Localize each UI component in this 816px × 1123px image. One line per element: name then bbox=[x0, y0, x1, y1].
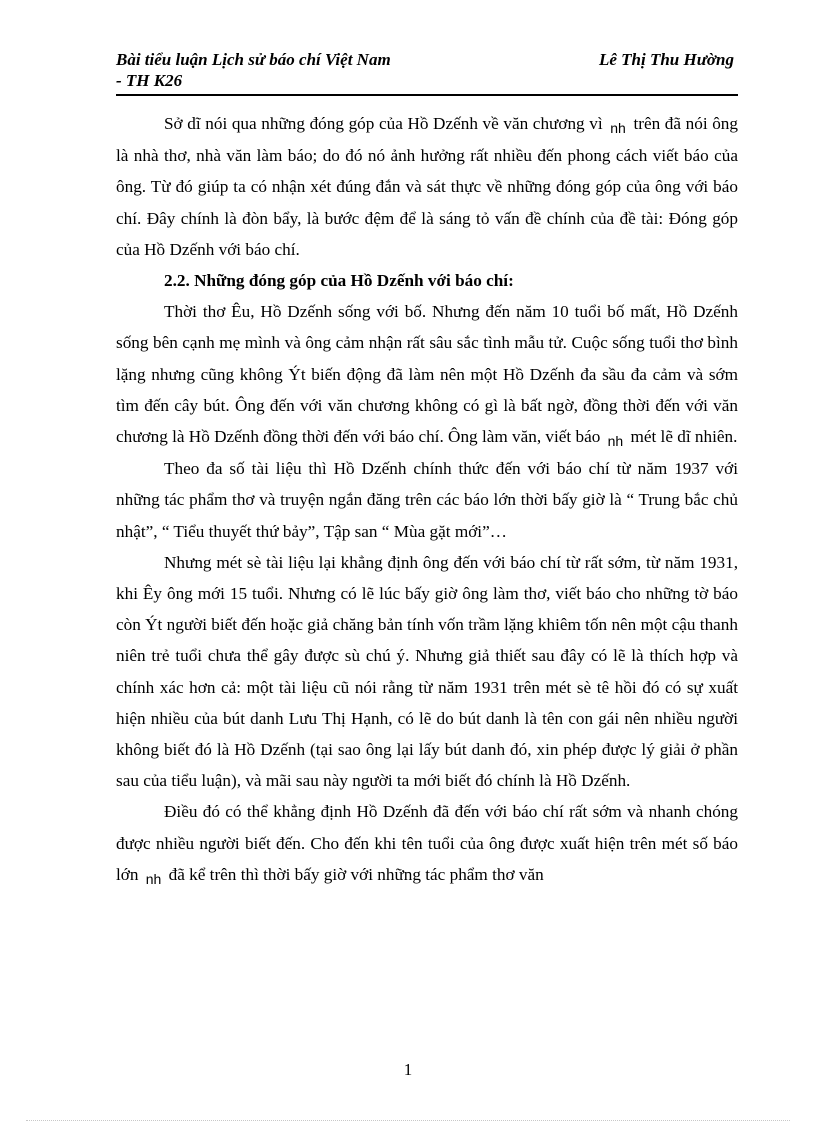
section-heading: 2.2. Những đóng góp của Hồ Dzếnh với báo chí: bbox=[164, 271, 514, 291]
footer-rule bbox=[26, 1120, 790, 1121]
paragraph-1 bbox=[116, 108, 738, 265]
header-rule bbox=[116, 94, 738, 96]
inline-nh: nh bbox=[607, 433, 624, 450]
paragraph-2-text-b: mét lẽ dĩ nhiên. bbox=[630, 427, 738, 447]
paragraph-4: Nhưng mét sè tài liệu lại khẳng định ông đến với báo chí từ rất sớm, từ năm 1931, khi Êy ông mới 15 tuổi. Nhưng có lẽ lúc bấy giờ ông làm thơ, viết báo cho những tờ báo còn Ýt người biết đến hoặc giả chăng bản tính vốn trầm lặng khiêm tốn nên một cậu thanh niên trẻ tuổi chưa thể gây được sù chú ý. Nhưng giả thiết sau đây có lẽ là thích hợp và chính xác hơn cả: một tài liệu cũ nói rằng từ năm 1931 trên mét sè tê hồi đó có sự xuất hiện nhiều của bút danh Lưu Thị Hạnh, có lẽ do bút danh là tên con gái nên nhiều người không biết đó là Hồ Dzếnh (tại sao ông lại lấy bút danh đó, xin phép được lý giải ở phần sau của tiểu luận), và mãi sau này người ta mới biết đó chính là Hồ Dzếnh. bbox=[116, 552, 738, 791]
paragraph-1-text-a: Sở dĩ nói qua những đóng góp của Hồ Dzếnh về văn chương vì bbox=[164, 114, 603, 133]
inline-nh: nh bbox=[610, 120, 626, 136]
document-body bbox=[116, 108, 738, 891]
header-title-line2: - TH K26 bbox=[116, 71, 183, 90]
inline-nh: nh bbox=[145, 870, 162, 887]
paragraph-3: Theo đa số tài liệu thì Hồ Dzếnh chính thức đến với báo chí từ năm 1937 với những tác phẩm thơ và truyện ngắn đăng trên các báo lớn thời bấy giờ là “ Trung bắc chủ nhật”, “ Tiểu thuyết thứ bảy”, Tập san “ Mùa gặt mới”… bbox=[116, 459, 738, 541]
paragraph-5-text-b: đã kể trên thì thời bấy giờ với những tác phẩm thơ văn bbox=[168, 864, 544, 884]
paragraph-2 bbox=[116, 296, 738, 453]
paragraph-2-text-a: Thời thơ Êu, Hồ Dzếnh sống với bố. Nhưng đến năm 10 tuổi bố mất, Hồ Dzếnh sống bên cạnh mẹ mình và ông cảm nhận rất sâu sắc tình mẫu tử. Cuộc sống tuổi thơ bình lặng nhưng cũng không Ýt biến động đã làm nên một Hồ Dzếnh đa sầu đa cảm và sớm tìm đến cây bút. Ông đến với văn chương không có gì là bất ngờ, đồng thời đến với văn chương là Hồ Dzếnh đồng thời đến với báo chí. Ông làm văn, viết báo bbox=[116, 302, 738, 447]
page-number: 1 bbox=[403, 1060, 413, 1079]
paragraph-5 bbox=[116, 796, 738, 891]
paragraph-5-text-a: Điều đó có thể khẳng định Hồ Dzếnh đã đến với báo chí rất sớm và nhanh chóng được nhiều người biết đến. Cho đến khi tên tuổi của ông được xuất hiện trên mét số báo lớn bbox=[116, 802, 738, 884]
header-author: Lê Thị Thu Hường bbox=[598, 50, 734, 69]
paragraph-1-text-b: trên đã nói ông là nhà thơ, nhà văn làm báo; do đó nó ảnh hưởng rất nhiều đến phong cách viết báo của ông. Từ đó giúp ta có nhận xét đúng đắn và sát thực về những đóng góp của ông với báo chí. Đây chính là đòn bẩy, là bước đệm để là sáng tỏ vấn đề chính của đề tài: Đóng góp của Hồ Dzếnh với báo chí. bbox=[116, 114, 738, 259]
header-title: Bài tiểu luận Lịch sử báo chí Việt Nam bbox=[116, 50, 391, 69]
